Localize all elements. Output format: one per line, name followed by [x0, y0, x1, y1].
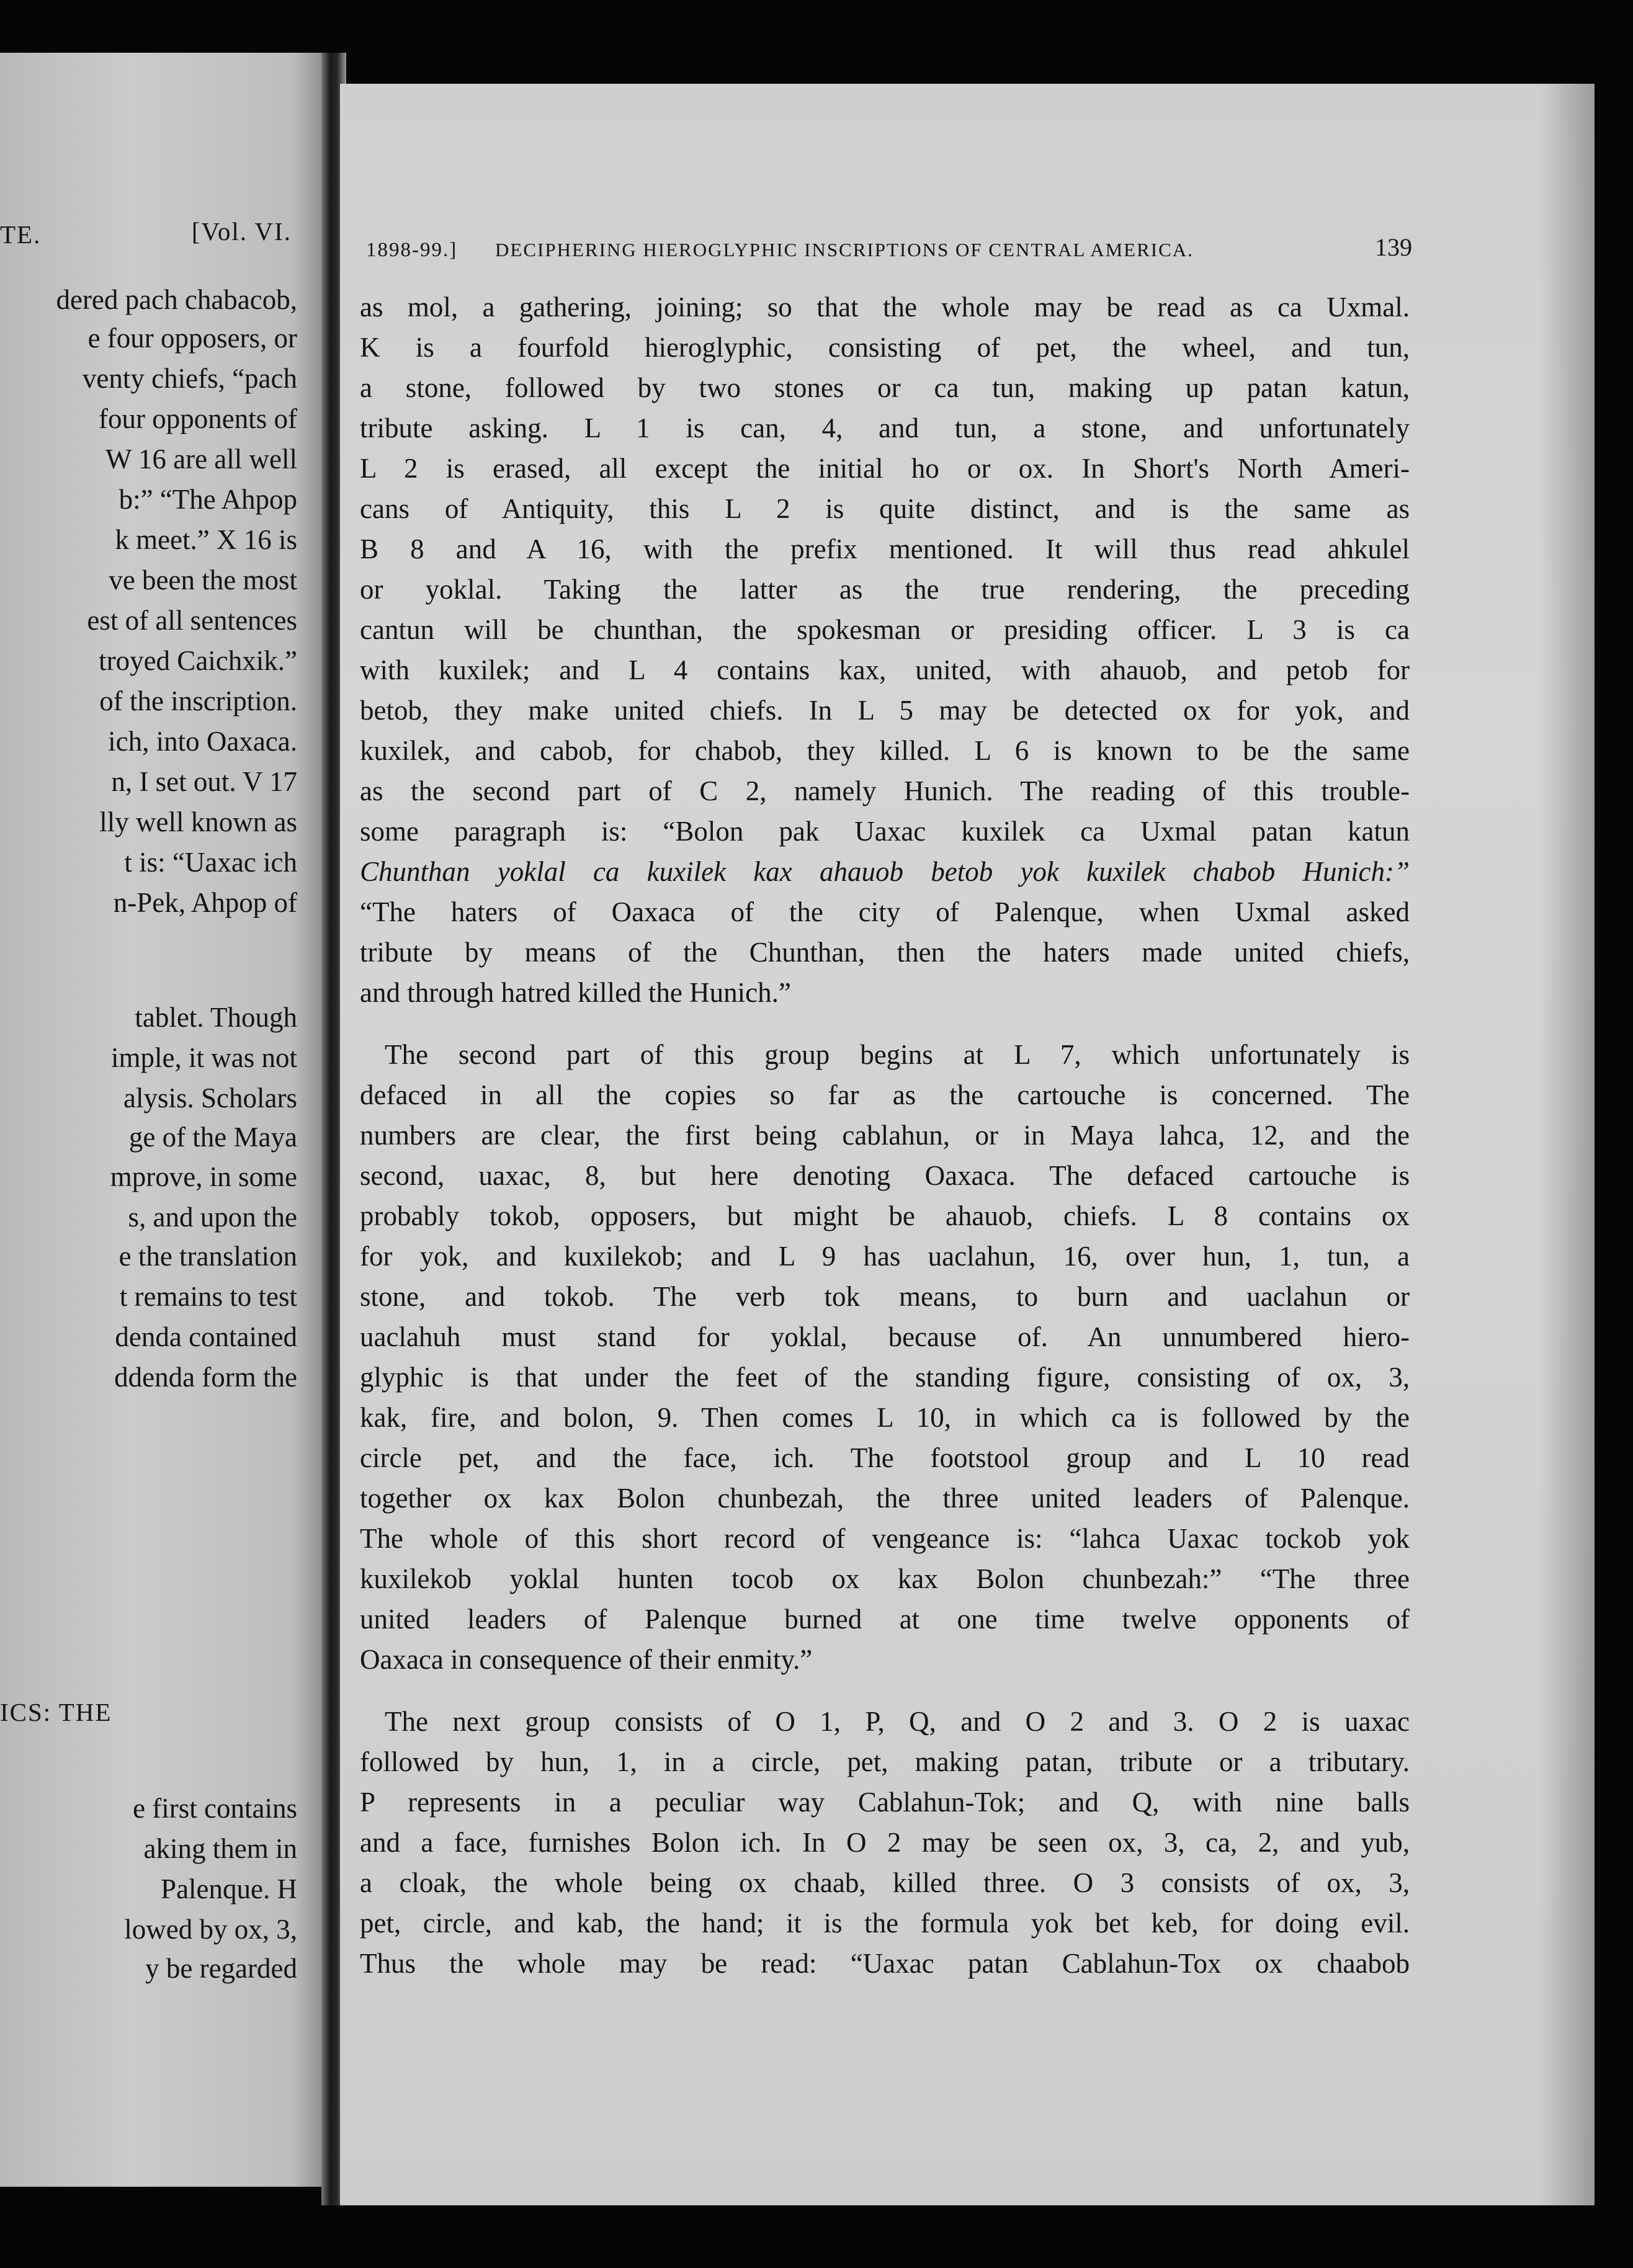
body-line: pet, circle, and kab, the hand; it is the formula yok bet keb, for doing evil. — [360, 1908, 1410, 1939]
body-line: tribute by means of the Chunthan, then the haters made united chiefs, — [360, 937, 1410, 968]
body-line: Oaxaca in consequence of their enmity.” — [360, 1644, 813, 1675]
left-running-head: TE. — [0, 220, 42, 249]
body-line: B 8 and A 16, with the prefix mentioned. It will thus read ahkulel — [360, 534, 1410, 565]
body-line: and through hatred killed the Hunich.” — [360, 977, 791, 1008]
body-line: L 2 is erased, all except the initial ho or ox. In Short's North Ameri- — [360, 453, 1410, 484]
body-line: glyphic is that under the feet of the standing figure, consisting of ox, 3, — [360, 1362, 1410, 1393]
left-line: k meet.” X 16 is — [115, 524, 297, 555]
body-line: tribute asking. L 1 is can, 4, and tun, a stone, and unfortunately — [360, 413, 1410, 444]
left-line: alysis. Scholars — [123, 1083, 297, 1114]
right-page — [340, 84, 1595, 2205]
left-line: s, and upon the — [128, 1202, 297, 1233]
body-line: defaced in all the copies so far as the cartouche is concerned. The — [360, 1079, 1410, 1110]
left-line: venty chiefs, “pach — [82, 363, 297, 394]
left-line: e the translation — [119, 1241, 297, 1272]
left-line: n-Pek, Ahpop of — [113, 887, 297, 918]
left-line: ve been the most — [109, 565, 297, 596]
left-line: ge of the Maya — [128, 1122, 297, 1153]
body-line: followed by hun, 1, in a circle, pet, making patan, tribute or a tributary. — [360, 1746, 1410, 1777]
body-line: numbers are clear, the first being cablahun, or in Maya lahca, 12, and the — [360, 1120, 1410, 1151]
left-line: t is: “Uaxac ich — [124, 847, 297, 878]
body-line: and a face, furnishes Bolon ich. In O 2 may be seen ox, 3, ca, 2, and yub, — [360, 1827, 1410, 1858]
body-line: Chunthan yoklal ca kuxilek kax ahauob betob yok kuxilek chabob Hunich:” — [360, 856, 1410, 887]
left-line: lly well known as — [99, 806, 297, 837]
left-line: mprove, in some — [110, 1161, 297, 1192]
left-line: est of all sentences — [87, 605, 297, 636]
body-line: K is a fourfold hieroglyphic, consisting of pet, the wheel, and tun, — [360, 332, 1410, 363]
left-line: ddenda form the — [114, 1362, 297, 1393]
body-line: together ox kax Bolon chunbezah, the three united leaders of Palenque. — [360, 1483, 1410, 1514]
left-line: e first contains — [133, 1793, 297, 1824]
left-line: e four opposers, or — [87, 323, 297, 354]
left-line: tablet. Though — [135, 1002, 297, 1033]
left-page — [0, 53, 326, 2187]
body-line: as the second part of C 2, namely Hunich. The reading of this trouble- — [360, 775, 1410, 806]
body-line: kuxilek, and cabob, for chabob, they killed. L 6 is known to be the same — [360, 735, 1410, 766]
body-line: a stone, followed by two stones or ca tun, making up patan katun, — [360, 372, 1410, 403]
left-line: dered pach chabacob, — [56, 284, 297, 315]
body-line: The next group consists of O 1, P, Q, and O 2 and 3. O 2 is uaxac — [385, 1706, 1410, 1737]
left-line: denda contained — [115, 1321, 297, 1352]
body-line: united leaders of Palenque burned at one time twelve opponents of — [360, 1604, 1410, 1635]
body-line: Thus the whole may be read: “Uaxac patan Cablahun-Tox ox chaabob — [360, 1948, 1410, 1979]
body-line: betob, they make united chiefs. In L 5 may be detected ox for yok, and — [360, 695, 1410, 726]
body-line: The whole of this short record of vengeance is: “lahca Uaxac tockob yok — [360, 1523, 1410, 1554]
left-line: b:” “The Ahpop — [119, 484, 297, 515]
left-line: y be regarded — [145, 1953, 297, 1984]
left-line: ich, into Oaxaca. — [108, 726, 297, 757]
body-line: second, uaxac, 8, but here denoting Oaxaca. The defaced cartouche is — [360, 1160, 1410, 1191]
left-line: troyed Caichxik.” — [99, 645, 297, 676]
left-section-heading: ICS: THE — [0, 1698, 112, 1726]
left-line: of the inscription. — [99, 685, 297, 717]
body-line: or yoklal. Taking the latter as the true rendering, the preceding — [360, 574, 1410, 605]
body-line: a cloak, the whole being ox chaab, killed three. O 3 consists of ox, 3, — [360, 1867, 1410, 1898]
body-line: uaclahuh must stand for yoklal, because of. An unnumbered hiero- — [360, 1321, 1410, 1352]
body-line: for yok, and kuxilekob; and L 9 has uaclahun, 16, over hun, 1, tun, a — [360, 1241, 1410, 1272]
page-number: 139 — [1375, 233, 1412, 261]
left-line: t remains to test — [119, 1281, 297, 1312]
body-line: stone, and tokob. The verb tok means, to burn and uaclahun or — [360, 1281, 1410, 1312]
page-edge-shadow — [1539, 84, 1595, 2205]
left-line: lowed by ox, 3, — [124, 1914, 297, 1945]
body-line: P represents in a peculiar way Cablahun-Tok; and Q, with nine balls — [360, 1787, 1410, 1818]
body-line: cans of Antiquity, this L 2 is quite distinct, and is the same as — [360, 493, 1410, 524]
body-line: The second part of this group begins at L 7, which unfortunately is — [385, 1039, 1410, 1070]
body-line: kuxilekob yoklal hunten tocob ox kax Bolon chunbezah:” “The three — [360, 1563, 1410, 1594]
body-line: cantun will be chunthan, the spokesman or presiding officer. L 3 is ca — [360, 614, 1410, 645]
body-line: with kuxilek; and L 4 contains kax, united, with ahauob, and petob for — [360, 654, 1410, 685]
body-line: probably tokob, opposers, but might be ahauob, chiefs. L 8 contains ox — [360, 1200, 1410, 1231]
left-line: Palenque. H — [161, 1873, 297, 1904]
left-line: imple, it was not — [111, 1042, 297, 1073]
body-line: as mol, a gathering, joining; so that the whole may be read as ca Uxmal. — [360, 292, 1410, 323]
body-line: some paragraph is: “Bolon pak Uaxac kuxilek ca Uxmal patan katun — [360, 816, 1410, 847]
body-line: circle pet, and the face, ich. The footstool group and L 10 read — [360, 1442, 1410, 1473]
body-line: kak, fire, and bolon, 9. Then comes L 10, in which ca is followed by the — [360, 1402, 1410, 1433]
body-line: “The haters of Oaxaca of the city of Palenque, when Uxmal asked — [360, 896, 1410, 927]
left-line: n, I set out. V 17 — [111, 766, 297, 797]
left-line: W 16 are all well — [105, 444, 297, 475]
running-head-title: DECIPHERING HIEROGLYPHIC INSCRIPTIONS OF CENTRAL AMERICA. — [495, 239, 1194, 261]
left-line: aking them in — [143, 1833, 297, 1864]
left-volume-label: [Vol. VI. — [191, 217, 292, 246]
running-head-year: 1898-99.] — [366, 239, 458, 261]
left-line: four opponents of — [99, 403, 297, 434]
